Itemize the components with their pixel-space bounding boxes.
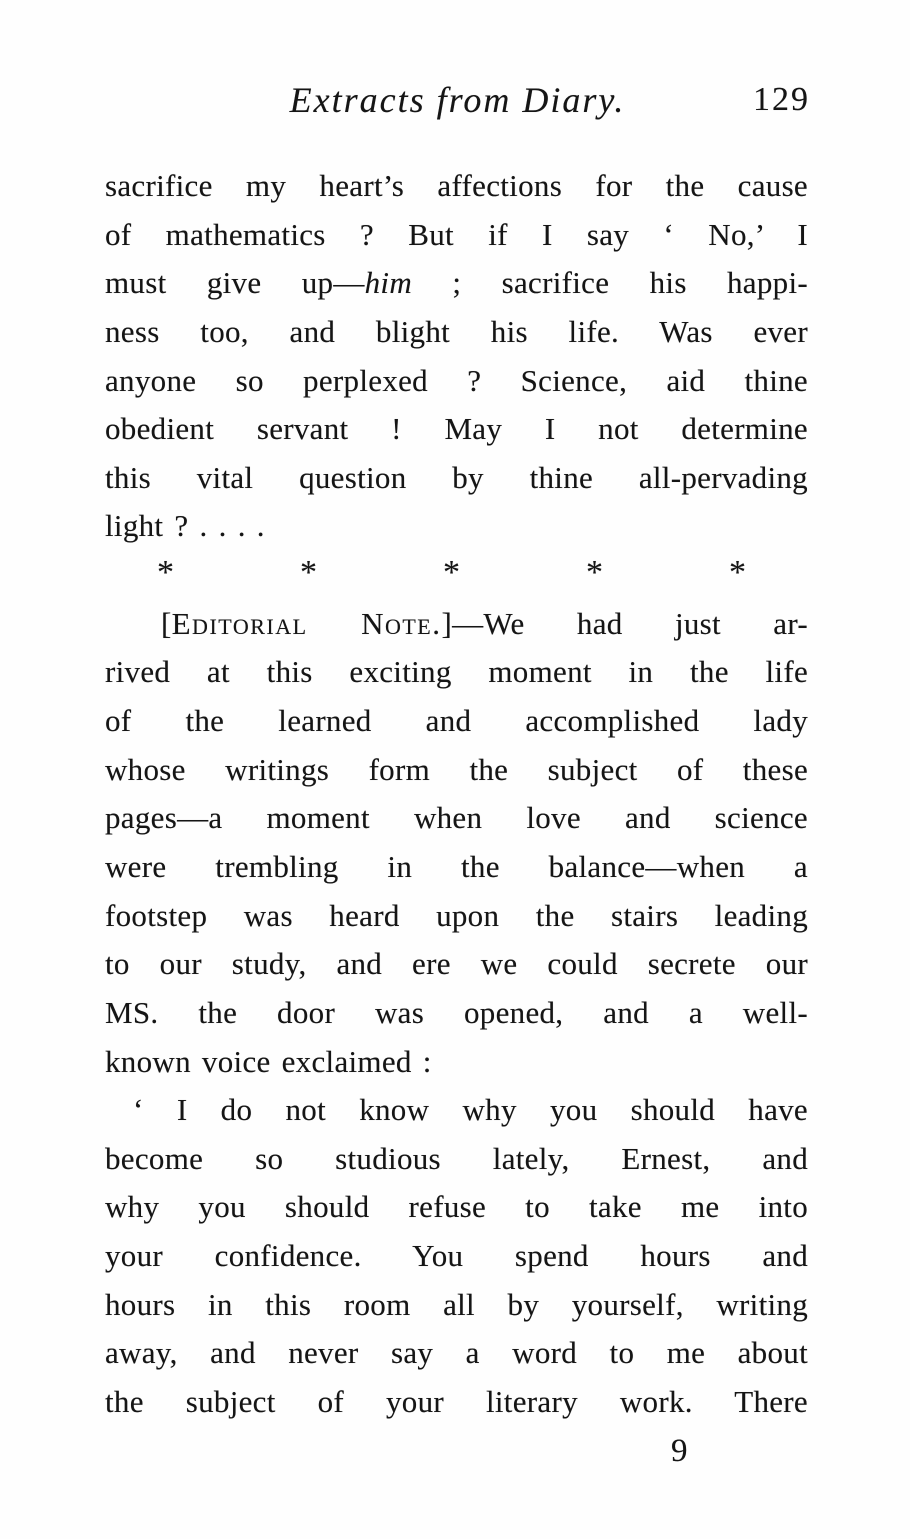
text-segment: ; sacrifice his happi-: [412, 265, 809, 301]
text-line: to our study, and ere we could secrete our: [105, 946, 808, 982]
page-number: 129: [753, 81, 810, 118]
text-line: were trembling in the balance—when a: [105, 848, 808, 884]
text-segment: must give up—: [105, 265, 365, 301]
text-line: light ? . . . .: [105, 508, 265, 544]
text-line: hours in this room all by yourself, writing: [105, 1286, 808, 1322]
asterisk: *: [586, 554, 603, 592]
text-line: rived at this exciting moment in the life: [105, 654, 808, 690]
body-text: [105, 162, 808, 1475]
text-line: of the learned and accomplished lady: [105, 703, 808, 739]
text-line: this vital question by thine all-pervading: [105, 459, 808, 495]
text-line: of mathematics ? But if I say ‘ No,’ I: [105, 216, 808, 252]
italic-him: him: [364, 265, 413, 301]
page-header: [105, 74, 810, 126]
text-line: anyone so perplexed ? Science, aid thine: [105, 362, 808, 398]
asterisk: *: [300, 554, 317, 592]
text-line: become so studious lately, Ernest, and: [105, 1140, 808, 1176]
asterisk: *: [729, 554, 746, 592]
asterisk: *: [157, 554, 174, 592]
text-line: obedient servant ! May I not determine: [105, 411, 808, 447]
text-line: why you should refuse to take me into: [105, 1189, 808, 1225]
running-title: Extracts from Diary.: [289, 80, 626, 120]
text-segment: [: [161, 605, 172, 641]
text-line: [105, 600, 808, 649]
text-line: ness too, and blight his life. Was ever: [105, 313, 808, 349]
text-line: your confidence. You spend hours and: [105, 1238, 808, 1274]
text-line: known voice exclaimed :: [105, 1043, 432, 1079]
text-line: the subject of your literary work. There: [105, 1384, 808, 1420]
text-line: pages—a moment when love and science: [105, 800, 808, 836]
asterisk-separator: [105, 551, 808, 600]
text-line: away, and never say a word to me about: [105, 1335, 808, 1371]
text-line: [105, 259, 808, 308]
text-segment: ]—We had just ar-: [441, 605, 808, 641]
editorial-note-smallcaps: Editorial Note.: [171, 605, 442, 641]
signature-mark: 9: [671, 1432, 688, 1469]
asterisk: *: [443, 554, 460, 592]
text-line: MS. the door was opened, and a well-: [105, 994, 808, 1030]
text-line: whose writings form the subject of these: [105, 751, 808, 787]
text-line: ‘ I do not know why you should have: [133, 1092, 808, 1128]
text-line: footstep was heard upon the stairs leading: [105, 897, 808, 933]
text-line: sacrifice my heart’s affections for the cause: [105, 168, 808, 203]
